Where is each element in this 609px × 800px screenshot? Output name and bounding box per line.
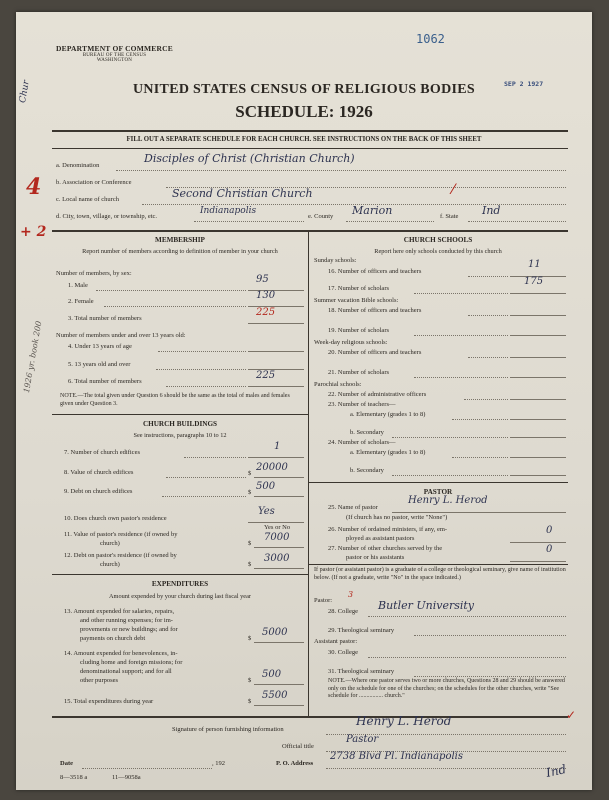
q24b-dots [392,475,508,476]
q21-label: 21. Number of scholars [328,369,390,376]
denomination-line [116,170,566,171]
q9-dollar: $ [248,489,252,496]
county-value: Marion [352,204,393,217]
bureau-city: WASHINGTON [96,58,133,63]
parochial-schools-label: Parochial schools: [314,381,362,388]
q4-dots [158,351,246,352]
members-by-age: Number of members under and over 13 years old: [56,332,186,339]
q28-line [368,616,566,617]
q27-label: 27. Number of other churches served by the [328,545,443,552]
graduate-note: If pastor (or assistant pastor) is a graduate of a college or theological seminary, give name of institution below. (If not a graduate, write "No" in the space indicated.) [314,567,566,581]
stamp-number: 1062 [416,32,445,46]
q20-dots [468,357,508,358]
q26-label-cont: ployed as assistant pastors [346,535,415,542]
q6-dots [166,386,246,387]
schools-intro: Report here only schools conducted by this church [374,248,502,255]
center-divider [308,230,309,716]
department-name: DEPARTMENT OF COMMERCE [56,44,173,53]
denomination-label: a. Denomination [56,162,100,169]
q12-label-cont: church) [100,561,120,568]
section-bottom-rule [52,716,568,718]
schedule-title: SCHEDULE: 1926 [235,102,373,121]
members-by-sex: Number of members, by sex: [56,270,132,277]
q8-dollar: $ [248,470,252,477]
weekday-schools-label: Week-day religious schools: [314,339,388,346]
pastor-title: PASTOR [423,488,453,496]
membership-note: NOTE.—The total given under Question 6 should be the same as the total of males and females given under Question 3. [60,393,290,407]
q9-label: 9. Debt on church edifices [64,488,133,495]
county-label: e. County [308,213,334,220]
q11-dollar: $ [248,540,252,547]
q1-dots [96,290,246,291]
denomination-value: Disciples of Christ (Christian Church) [144,152,355,165]
form-code-2: 11—9058a [112,774,141,781]
q13-label-2: and other running expenses; for im- [80,617,173,624]
county-line [346,221,434,222]
margin-state-note: Ind [544,762,568,780]
q6-value: 225 [256,370,276,381]
q20-line [510,357,566,358]
q23a-dots [452,419,508,420]
q13-line [254,642,304,643]
pastor-red-mark: 3 [348,590,354,599]
q8-label: 8. Value of church edifices [64,469,134,476]
q24a-label: a. Elementary (grades 1 to 8) [350,449,426,456]
signature-label: Signature of person furnishing information [172,726,284,733]
margin-red-mark: 4 [26,174,42,200]
q3-label: 3. Total number of members [68,315,142,322]
address-value: 2738 Blvd Pl. Indianapolis [330,751,463,762]
q3-value: 225 [256,307,276,318]
buildings-intro: See instructions, paragraphs 10 to 12 [133,432,227,439]
state-value: Ind [482,204,501,217]
q28-label: 28. College [328,608,358,615]
city-value: Indianapolis [200,206,257,216]
q18-dots [468,315,508,316]
q1-label: 1. Male [68,282,88,289]
q8-dots [166,477,246,478]
header-rule [52,130,568,132]
local-name-value: Second Christian Church [172,187,313,200]
form-title: UNITED STATES CENSUS OF RELIGIOUS BODIES [132,82,475,97]
q17-line [510,293,566,294]
q1-value: 95 [256,274,269,285]
city-line [194,221,304,222]
q23a-label: a. Elementary (grades 1 to 8) [350,411,426,418]
q14-label-4: other purposes [80,677,119,684]
q5-dots [156,369,246,370]
q30-line [368,657,566,658]
expenditures-title: EXPENDITURES [151,580,209,588]
official-title-value: Pastor [346,734,379,745]
q7-value: 1 [274,441,281,452]
q8-line [254,477,304,478]
q15-label: 15. Total expenditures during year [64,698,154,705]
margin-red-mark-2: + 2 [20,224,47,240]
q19-line [510,335,566,336]
q26-line [510,542,566,543]
local-name-label: c. Local name of church [56,196,119,203]
form-code: 8—3518 a [60,774,88,781]
q6-line [248,386,304,387]
q10-line [248,522,304,523]
q25-value: Henry L. Herod [408,495,488,506]
date-label: Date [60,760,73,767]
q22-line [510,399,566,400]
q7-line [248,457,304,458]
q13-value: 5000 [262,627,288,638]
buildings-rule [52,414,308,415]
q27-value: 0 [546,544,553,555]
q10-label: 10. Does church own pastor's residence [64,515,167,522]
section-top-rule [52,230,568,232]
pastor-note: NOTE.—Where one pastor serves two or more churches, Questions 28 and 29 should be answered only on the schedule for one of the churches; on the schedules for the other churches, write "See schedule for ................ church." [328,678,565,699]
membership-title: MEMBERSHIP [155,236,205,244]
q17-label: 17. Number of scholars [328,285,390,292]
instruction-line: FILL OUT A SEPARATE SCHEDULE FOR EACH CHURCH. SEE INSTRUCTIONS ON THE BACK OF THIS SHEET [126,136,482,143]
q24a-line [510,457,566,458]
q23b-dots [392,437,508,438]
q3-line [248,323,304,324]
pastor-subhead: Pastor: [314,597,333,604]
q23b-line [510,437,566,438]
q21-dots [414,377,508,378]
q24-label: 24. Number of scholars— [328,439,396,446]
official-title-label: Official title [282,743,314,750]
q14-label: 14. Amount expended for benevolences, in- [64,650,178,657]
q2-value: 130 [256,290,276,301]
q13-dollar: $ [248,635,252,642]
q11-value: 7000 [264,532,290,543]
q7-label: 7. Number of church edifices [64,449,140,456]
date-line [82,768,212,769]
q9-dots [162,496,246,497]
q7-dots [184,457,246,458]
q2-dots [104,306,246,307]
q19-label: 19. Number of scholars [328,327,390,334]
expenditures-intro: Amount expended by your church during last fiscal year [109,593,251,600]
q25-label: 25. Name of pastor [328,504,378,511]
q11-line [254,547,304,548]
q10-value: Yes [258,506,275,517]
expenditures-rule [52,574,308,575]
q14-label-2: cluding home and foreign missions; for [80,659,183,666]
q9-line [254,496,304,497]
q13-label-3: provements or new buildings; and for [80,626,178,633]
state-line [468,221,566,222]
q21-line [510,377,566,378]
instruction-rule [52,148,568,149]
q14-line [254,684,304,685]
q18-label: 18. Number of officers and teachers [328,307,422,314]
q10-hint: Yes or No [264,524,291,531]
q4-line [248,351,304,352]
q22-label: 22. Number of administrative officers [328,391,427,398]
q31-label: 31. Theological seminary [328,668,395,675]
q22-dots [464,399,508,400]
city-label: d. City, town, village, or township, etc. [56,213,158,220]
q28-value: Butler University [378,599,475,612]
signature-value: Henry L. Herod [356,714,452,728]
q12-line [254,568,304,569]
q15-dollar: $ [248,698,252,705]
margin-note-top: Chur [18,79,32,104]
q11-label-cont: church) [100,540,120,547]
q25-line [392,512,566,513]
q26-label: 26. Number of ordained ministers, if any, em- [328,526,448,533]
q29-label: 29. Theological seminary [328,627,395,634]
q29-line [414,635,566,636]
q4-label: 4. Under 13 years of age [68,343,132,350]
q23b-label: b. Secondary [350,429,384,436]
q24a-dots [452,457,508,458]
bureau-name: BUREAU OF THE CENSUS [82,53,147,58]
schools-title: CHURCH SCHOOLS [403,236,473,244]
q6-label: 6. Total number of members [68,378,142,385]
census-schedule-sheet [16,12,592,790]
q13-label-4: payments on church debt [80,635,146,642]
q13-label: 13. Amount expended for salaries, repairs, [64,608,175,615]
q17-dots [414,293,508,294]
address-line [326,768,566,769]
q24b-line [510,475,566,476]
q15-line [254,705,304,706]
date-year: , 192 [212,760,225,767]
q11-label: 11. Value of pastor's residence (if owned by [64,531,178,538]
q31-line [414,676,566,677]
q16-dots [468,276,508,277]
margin-note-side: 1926 yr. book 200 [22,320,44,394]
buildings-title: CHURCH BUILDINGS [142,420,218,428]
department-heading [56,44,173,63]
red-check-icon: ⁄ [452,182,455,198]
q16-label: 16. Number of officers and teachers [328,268,422,275]
grad-rule [308,564,568,565]
state-label: f. State [440,213,459,220]
q12-value: 3000 [264,553,290,564]
summer-schools-label: Summer vacation Bible schools: [314,297,399,304]
q15-value: 5500 [262,690,288,701]
stamp-date: SEP 2 1927 [504,80,544,88]
q24b-label: b. Secondary [350,467,384,474]
red-check-icon-2: ✓ [566,708,577,722]
q14-dollar: $ [248,677,252,684]
q23a-line [510,419,566,420]
q23-label: 23. Number of teachers— [328,401,396,408]
q19-dots [414,335,508,336]
assistant-subhead: Assistant pastor: [314,638,358,645]
q26-value: 0 [546,525,553,536]
q25-hint: (If church has no pastor, write "None") [346,514,448,521]
q9-value: 500 [256,481,276,492]
q20-label: 20. Number of officers and teachers [328,349,422,356]
address-label: P. O. Address [276,760,314,767]
q5-label: 5. 13 years old and over [68,361,131,368]
pastor-rule [308,482,568,483]
q27-line [510,561,566,562]
q14-label-3: denominational support; and for all [80,668,172,675]
q14-value: 500 [262,669,282,680]
q16-value: 11 [528,259,541,270]
q2-label: 2. Female [68,298,94,305]
q17-value: 175 [524,276,544,287]
q27-label-cont: pastor or his assistants [346,554,405,561]
q30-label: 30. College [328,649,358,656]
q12-label: 12. Debt on pastor's residence (if owned by [64,552,177,559]
q8-value: 20000 [256,462,288,473]
q12-dollar: $ [248,561,252,568]
q18-line [510,315,566,316]
membership-intro: Report number of members according to definition of member in your church [82,248,278,255]
sunday-schools-label: Sunday schools: [314,257,357,264]
association-label: b. Association or Conference [56,179,132,186]
